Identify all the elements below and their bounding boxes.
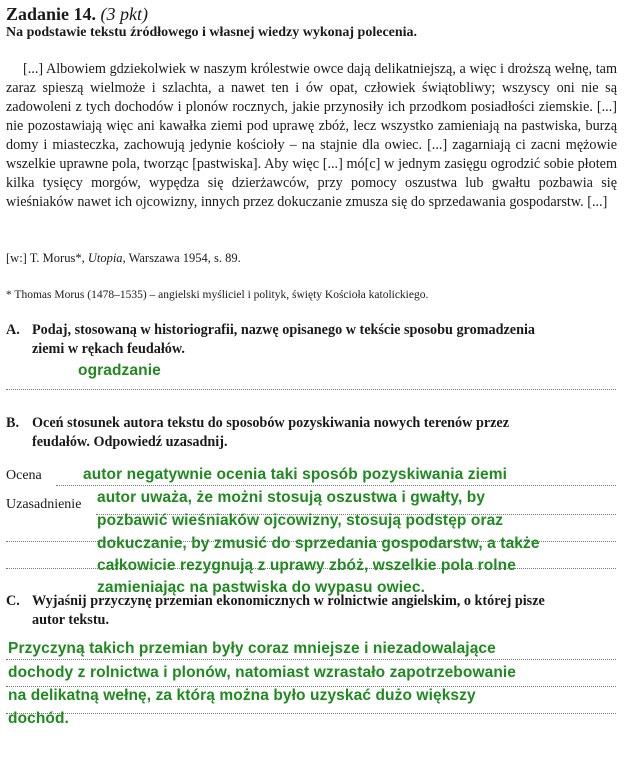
question-b <box>6 414 509 452</box>
answer-line <box>56 485 616 486</box>
question-a-line2: ziemi w rękach feudałów. <box>32 341 185 357</box>
answer-line <box>6 713 616 714</box>
task-number: Zadanie 14. <box>6 4 97 24</box>
ocena-label: Ocena <box>6 468 42 483</box>
citation-title: Utopia <box>87 251 123 265</box>
footnote: * Thomas Morus (1478–1535) – angielski myśliciel i polityk, święty Kościoła katolickiego. <box>6 289 429 301</box>
task-title <box>6 4 148 25</box>
answer-b-uzasadnienie-line: autor uważa, że możni stosują oszustwa i gwałty, by <box>97 489 486 506</box>
answer-b-ocena: autor negatywnie ocenia taki sposób pozyskiwania ziemi <box>83 466 508 483</box>
task-points: (3 pkt) <box>100 4 149 24</box>
answer-b-uzasadnienie-line: zamieniając na pastwiska do wypasu owiec. <box>97 579 426 596</box>
answer-b-uzasadnienie-line: pozbawić wieśniaków ojcowizny, stosują podstęp oraz <box>97 512 504 529</box>
question-a <box>6 321 535 359</box>
answer-b-uzasadnienie-line: dokuczanie, by zmusić do sprzedania gospodarstw, a także <box>97 535 540 552</box>
answer-line <box>6 659 616 660</box>
question-c-line2: autor tekstu. <box>32 612 109 628</box>
question-c-line1: Wyjaśnij przyczynę przemian ekonomicznych w rolnictwie angielskim, o której pisze <box>32 593 545 609</box>
question-a-letter: A. <box>6 322 20 338</box>
question-c-letter: C. <box>6 593 20 609</box>
answer-b-uzasadnienie-line: całkowicie rezygnują z uprawy zbóż, wszelkie pola rolne <box>97 557 516 574</box>
source-quote: [...] Albowiem gdziekolwiek w naszym królestwie owce dają delikatniejszą, a więc i droższą wełnę, tam zaraz spieszą wielmoże i szlachta, a nawet ten i ów opat, człowiek świątobliwy; wszyscy oni nie są zadowoleni z tych dochodów i plonów rocznych, jakie przynosiły ich przodkom posiadłości ziemskie. [...] nie pozostawiają więc ani kawałka ziemi pod uprawę zbóż, lecz wszystko zamieniają na pastwiska, burzą domy i miasteczka, zachowują jedynie kościoły – na stajnie dla owiec. [...] zagarniają ci zacni mężowie wszelkie uprawne pola, tworząc [pastwiska]. Aby więc [...] mó[c] w jednym zasięgu ogrodzić sobie płotem kilka tysięcy morgów, wypędza się dzierżawców, przy pomocy oszustwa lub gwałtu pozbawia się wieśniaków nawet ich ojcowizny, innych przez dokuczanie zmusza się do sprzedawania gospodarstw. [...] <box>6 61 617 210</box>
citation-prefix: [w:] T. Morus*, <box>6 251 88 265</box>
question-b-line1: Oceń stosunek autora tekstu do sposobów pozyskiwania nowych terenów przez <box>32 415 510 431</box>
question-a-line1: Podaj, stosowaną w historiografii, nazwę opisanego w tekście sposobu gromadzenia <box>32 322 536 338</box>
question-b-line2: feudałów. Odpowiedź uzasadnij. <box>32 434 228 450</box>
source-citation <box>6 251 241 266</box>
answer-c-line: Przyczyną takich przemian były coraz mniejsze i niezadowalające <box>8 640 496 657</box>
answer-c-line: na delikatną wełnę, za którą można było uzyskać dużo większy <box>8 687 476 704</box>
answer-a: ogradzanie <box>78 362 161 379</box>
answer-c-line: dochód. <box>8 710 69 727</box>
answer-c-line: dochody z rolnictwa i plonów, natomiast wzrastało zapotrzebowanie <box>8 664 517 681</box>
question-c <box>6 592 545 630</box>
question-b-letter: B. <box>6 415 20 431</box>
citation-suffix: , Warszawa 1954, s. 89. <box>122 251 241 265</box>
task-instruction: Na podstawie tekstu źródłowego i własnej wiedzy wykonaj polecenia. <box>6 25 418 40</box>
uzasadnienie-label: Uzasadnienie <box>6 497 82 512</box>
answer-line <box>6 389 616 390</box>
